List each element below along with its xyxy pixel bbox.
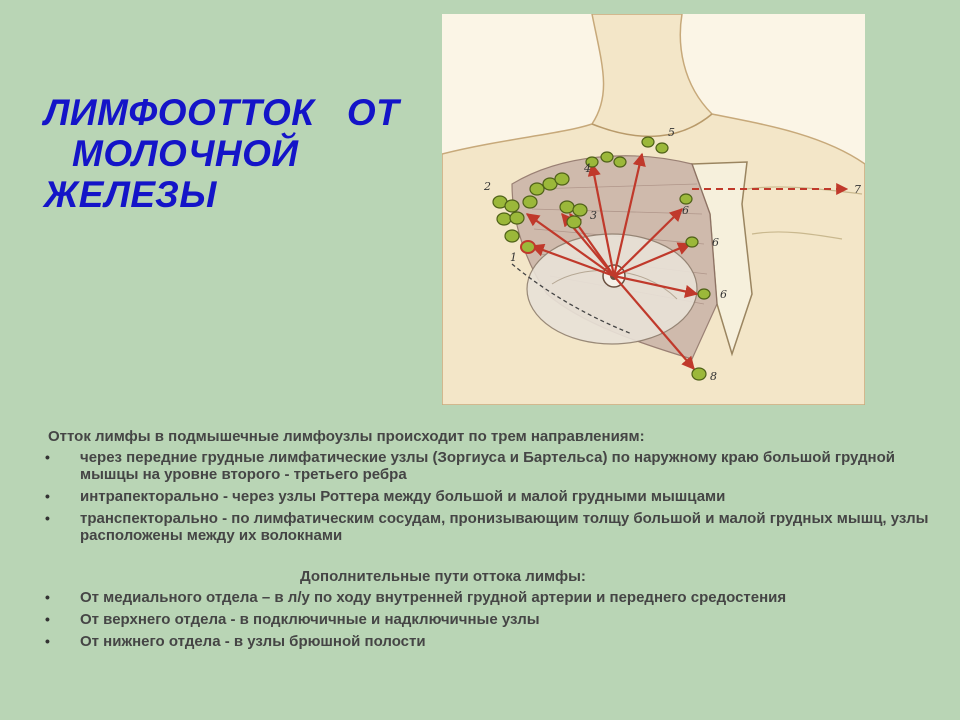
slide-title xyxy=(44,92,464,215)
list-item xyxy=(40,449,930,483)
bullet-dot: • xyxy=(45,589,50,605)
fig-label-6b: 6 xyxy=(712,236,719,249)
rotter-node-highlight xyxy=(521,241,535,253)
title-line-1: ЛИМФООТТОК ОТ xyxy=(44,92,400,133)
anatomy-illustration xyxy=(442,14,865,405)
list-item-text: через передние грудные лимфатические узлы (Зоргиуса и Бартельса) по наружному краю большой грудной мышцы на уровне второго - третьего ребра xyxy=(80,449,895,483)
additional-paths-heading: Дополнительные пути оттока лимфы: xyxy=(300,568,586,585)
list-item xyxy=(40,488,930,505)
fig-label-2: 2 xyxy=(484,180,491,193)
bullet-dot: • xyxy=(45,449,50,465)
lead-paragraph: Отток лимфы в подмышечные лимфоузлы происходит по трем направлениям: xyxy=(48,428,645,445)
list-item xyxy=(40,633,930,650)
fig-label-6c: 6 xyxy=(720,288,727,301)
bullet-dot: • xyxy=(45,510,50,526)
bullet-dot: • xyxy=(45,633,50,649)
title-line-2: МОЛОЧНОЙ xyxy=(72,133,299,174)
fig-label-3: 3 xyxy=(590,209,597,222)
list-item-text: транспекторально - по лимфатическим сосудам, пронизывающим толщу большой и малой грудных мышц, узлы расположены между их волокнами xyxy=(80,510,929,544)
slide-body xyxy=(40,428,930,655)
fig-label-4: 4 xyxy=(584,162,591,175)
list-item xyxy=(40,589,930,606)
list-item xyxy=(40,510,930,544)
additional-paths-list xyxy=(40,589,930,650)
fig-label-6a: 6 xyxy=(682,204,689,217)
fig-label-5: 5 xyxy=(668,126,675,139)
list-item-text: интрапекторально - через узлы Роттера между большой и малой грудными мышцами xyxy=(80,488,726,505)
lymph-drainage-diagram xyxy=(442,14,865,405)
drainage-directions-list xyxy=(40,449,930,544)
fig-label-1: 1 xyxy=(510,251,517,264)
list-item-text: От нижнего отдела - в узлы брюшной полости xyxy=(80,633,426,650)
bullet-dot: • xyxy=(45,611,50,627)
title-line-3: ЖЕЛЕЗЫ xyxy=(44,174,217,215)
fig-label-7: 7 xyxy=(854,183,861,196)
bullet-dot: • xyxy=(45,488,50,504)
list-item xyxy=(40,611,930,628)
fig-label-8: 8 xyxy=(710,370,717,383)
list-item-text: От верхнего отдела - в подключичные и надключичные узлы xyxy=(80,611,540,628)
list-item-text: От медиального отдела – в л/у по ходу внутренней грудной артерии и переднего средостения xyxy=(80,589,787,606)
